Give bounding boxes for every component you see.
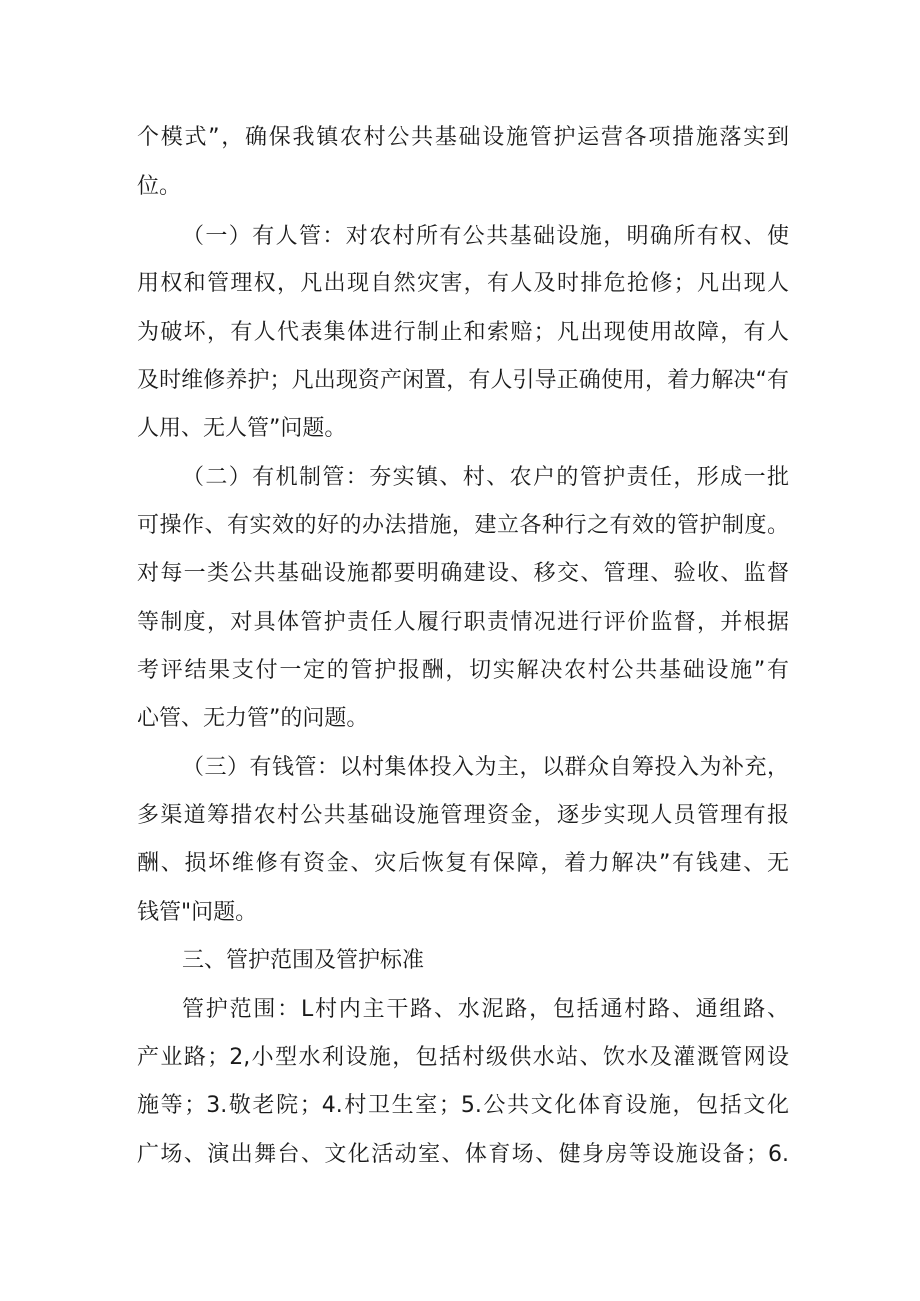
paragraph-1-heading-line: （一）有人管：对农村所有公共基础设施，明确所有权、使	[182, 224, 789, 249]
text-line: 及时维修养护；凡出现资产闲置，有人引导正确使用，着力解决“有	[137, 368, 789, 393]
text-line: 位。	[137, 174, 182, 199]
section-heading: 三、管护范围及管护标准	[182, 948, 425, 973]
scope-heading-line: 管护范围：L村内主干路、水泥路，包括通村路、通组路、	[182, 997, 789, 1022]
text-line: 钱管"问题。	[137, 900, 258, 925]
text-line: 用权和管理权，凡出现自然灾害，有人及时排危抢修；凡出现人	[137, 271, 789, 296]
paragraph-3-heading-line: （三）有钱管：以村集体投入为主，以群众自筹投入为补充，	[182, 755, 789, 780]
text-line: 广场、演出舞台、文化活动室、体育场、健身房等设施设备；6.	[137, 1142, 789, 1167]
text-line: 心管、无力管”的问题。	[137, 706, 369, 731]
text-line: 酬、损坏维修有资金、灾后恢复有保障，着力解决”有钱建、无	[137, 851, 789, 876]
text-line: 可操作、有实效的好的办法措施，建立各种行之有效的管护制度。	[137, 513, 789, 538]
text-line: 产业路；2,小型水利设施，包括村级供水站、饮水及灌溉管网设	[137, 1045, 789, 1070]
text-line: 多渠道筹措农村公共基础设施管理资金，逐步实现人员管理有报	[137, 803, 789, 828]
text-line: 施等；3.敬老院；4.村卫生室；5.公共文化体育设施，包括文化	[137, 1093, 789, 1118]
text-line: 对每一类公共基础设施都要明确建设、移交、管理、验收、监督	[137, 561, 789, 586]
text-line: 考评结果支付一定的管护报酬，切实解决农村公共基础设施”有	[137, 658, 789, 683]
text-line: 等制度，对具体管护责任人履行职责情况进行评价监督，并根据	[137, 610, 789, 635]
text-line: 个模式”，确保我镇农村公共基础设施管护运营各项措施落实到	[137, 125, 789, 150]
text-line: 为破坏，有人代表集体进行制止和索赔；凡出现使用故障，有人	[137, 320, 789, 345]
paragraph-2-heading-line: （二）有机制管：夯实镇、村、农户的管护责任，形成一批	[182, 465, 789, 490]
text-line: 人用、无人管”问题。	[137, 416, 347, 441]
